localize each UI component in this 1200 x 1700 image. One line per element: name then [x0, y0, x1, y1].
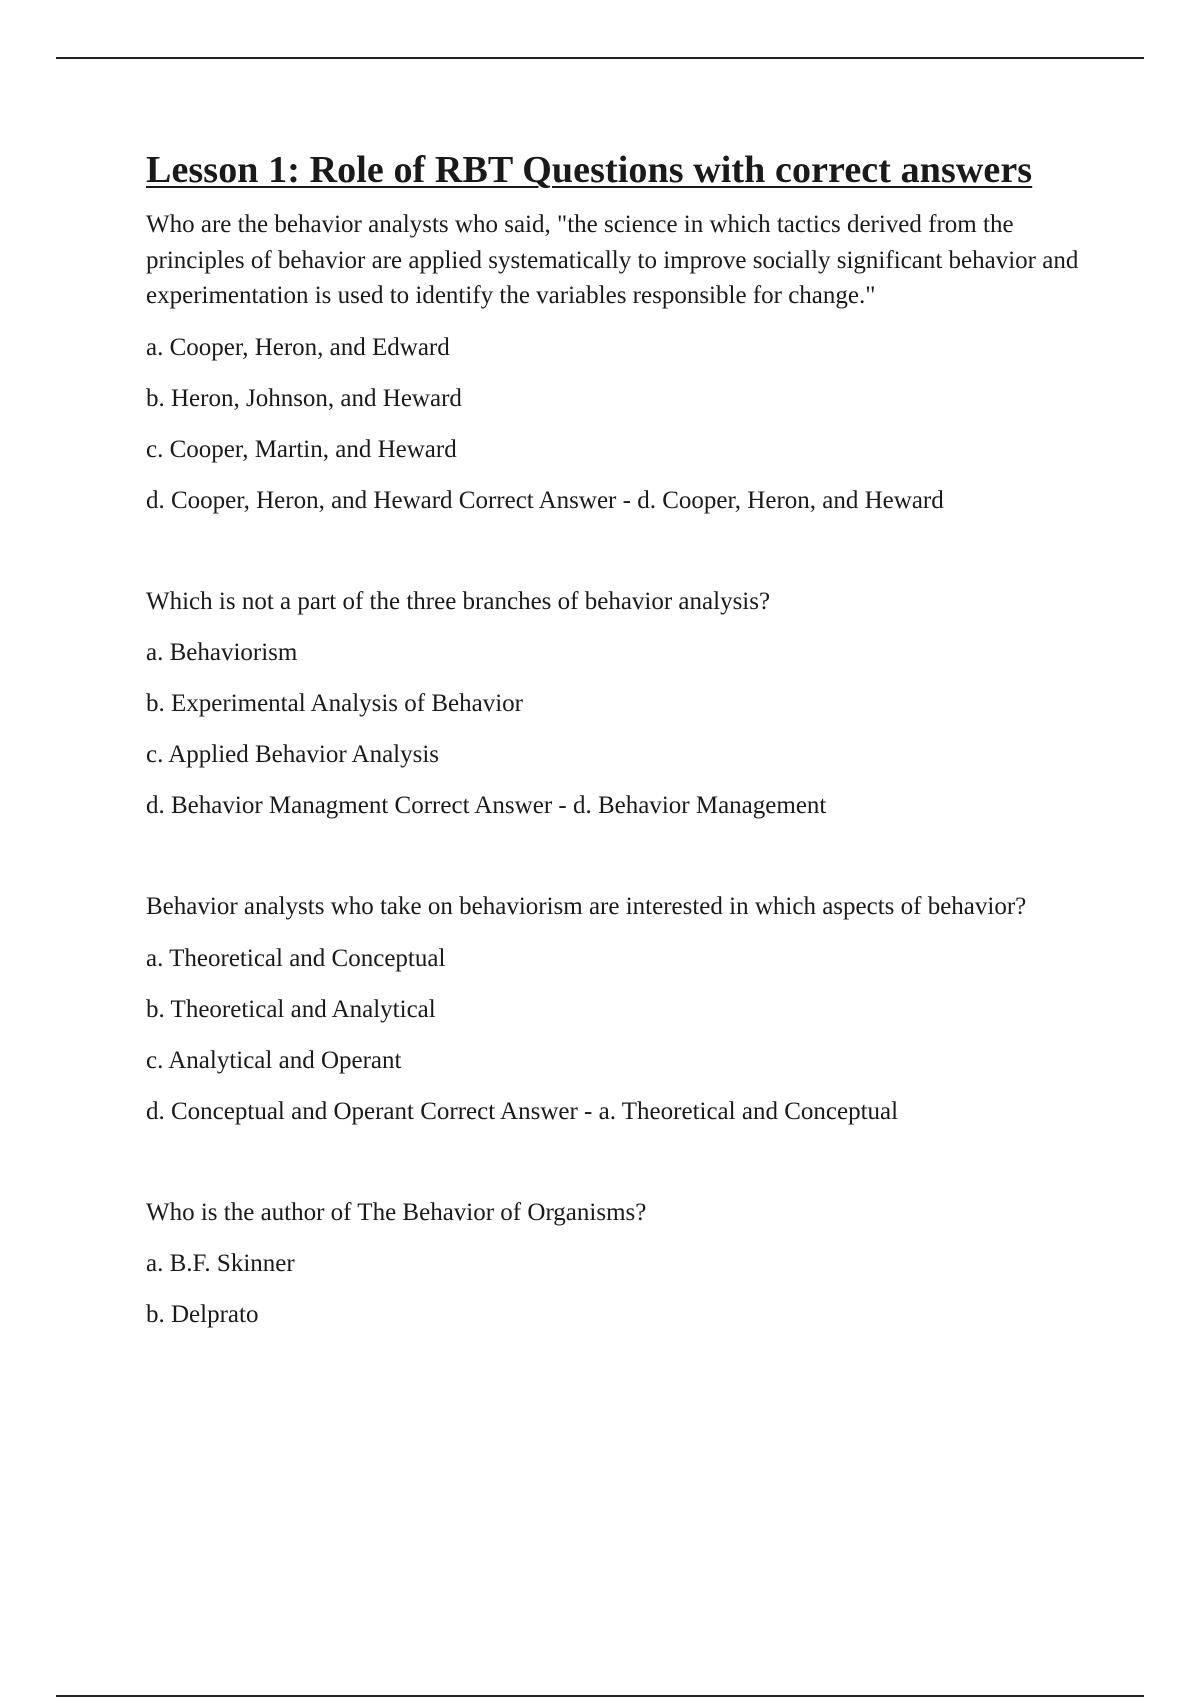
answer-option: b. Heron, Johnson, and Heward [146, 384, 462, 412]
question-text: Which is not a part of the three branches of behavior analysis? [146, 587, 771, 615]
answer-option: c. Applied Behavior Analysis [146, 741, 440, 768]
answer-options [146, 635, 1106, 823]
answer-options [146, 330, 1106, 518]
answer-option: a. Theoretical and Conceptual [146, 944, 446, 972]
answer-option: d. Cooper, Heron, and Heward Correct Answer - d. Cooper, Heron, and Heward [146, 486, 944, 514]
question-3 [146, 889, 1106, 1129]
answer-options [146, 941, 1106, 1129]
page-title: Lesson 1: Role of RBT Questions with correct answers [146, 149, 1033, 191]
answer-option: b. Theoretical and Analytical [146, 995, 436, 1023]
answer-option: d. Behavior Managment Correct Answer - d. Behavior Management [146, 792, 827, 819]
answer-option: b. Delprato [146, 1301, 259, 1328]
question-text: Who are the behavior analysts who said, "the science in which tactics derived from the principles of behavior are applied systematically to improve socially significant behavior and experimentation is used to identify the variables responsible for change." [146, 211, 1079, 309]
top-divider [56, 57, 1144, 59]
answer-option: c. Analytical and Operant [146, 1046, 402, 1074]
question-2 [146, 584, 1106, 824]
answer-option: d. Conceptual and Operant Correct Answer - a. Theoretical and Conceptual [146, 1097, 899, 1125]
answer-option: a. B.F. Skinner [146, 1250, 295, 1277]
question-4 [146, 1195, 1106, 1333]
question-text: Behavior analysts who take on behaviorism are interested in which aspects of behavior? [146, 893, 1027, 920]
answer-option: c. Cooper, Martin, and Heward [146, 435, 457, 463]
question-1 [146, 207, 1106, 518]
answer-option: b. Experimental Analysis of Behavior [146, 690, 524, 717]
question-text: Who is the author of The Behavior of Organisms? [146, 1198, 647, 1226]
document-body [146, 143, 1106, 1332]
bottom-divider [56, 1695, 1144, 1697]
answer-option: a. Behaviorism [146, 639, 298, 666]
answer-option: a. Cooper, Heron, and Edward [146, 333, 450, 361]
answer-options [146, 1246, 1106, 1332]
